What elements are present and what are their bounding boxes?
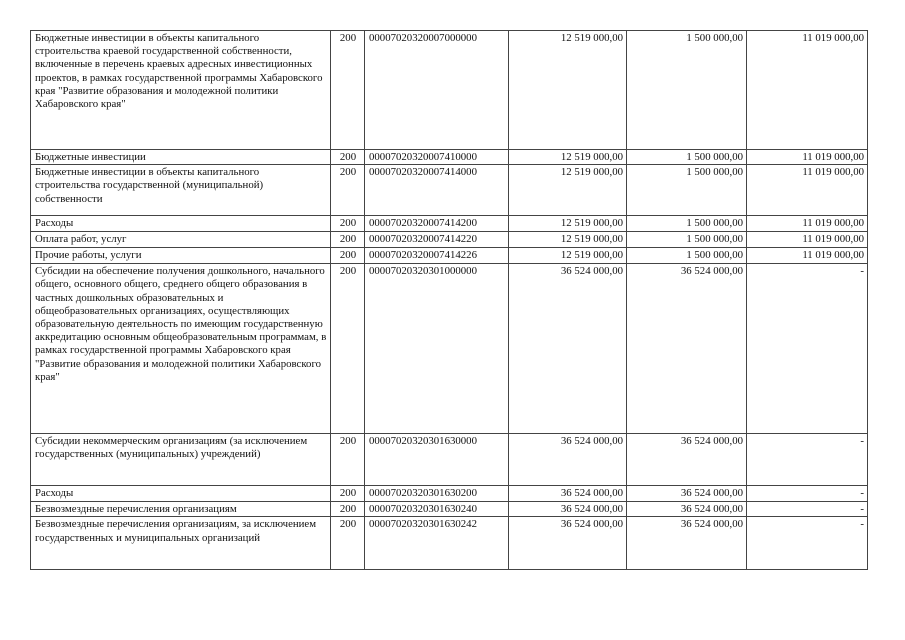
row-code: 200	[331, 31, 365, 150]
table-row	[31, 216, 868, 232]
row-code: 200	[331, 232, 365, 248]
row-classification-code: 00007020320301630240	[365, 502, 509, 517]
row-value-executed: 1 500 000,00	[627, 165, 747, 216]
row-value-unexecuted: 11 019 000,00	[747, 216, 868, 232]
table-row	[31, 165, 868, 216]
row-code: 200	[331, 502, 365, 517]
row-value-unexecuted: -	[747, 517, 868, 570]
table-row	[31, 31, 868, 150]
row-value-approved: 12 519 000,00	[509, 165, 627, 216]
row-value-approved: 36 524 000,00	[509, 517, 627, 570]
row-classification-code: 00007020320007414000	[365, 165, 509, 216]
table-row	[31, 264, 868, 434]
row-value-executed: 1 500 000,00	[627, 232, 747, 248]
row-value-unexecuted: -	[747, 486, 868, 502]
row-value-executed: 36 524 000,00	[627, 486, 747, 502]
row-value-unexecuted: -	[747, 502, 868, 517]
row-value-unexecuted: -	[747, 434, 868, 486]
row-value-unexecuted: 11 019 000,00	[747, 150, 868, 165]
budget-table	[30, 30, 868, 570]
row-code: 200	[331, 150, 365, 165]
row-value-approved: 36 524 000,00	[509, 486, 627, 502]
row-code: 200	[331, 517, 365, 570]
row-classification-code: 00007020320301000000	[365, 264, 509, 434]
row-classification-code: 00007020320007410000	[365, 150, 509, 165]
row-value-approved: 36 524 000,00	[509, 264, 627, 434]
row-code: 200	[331, 264, 365, 434]
row-value-approved: 36 524 000,00	[509, 434, 627, 486]
table-row	[31, 434, 868, 486]
row-value-approved: 12 519 000,00	[509, 216, 627, 232]
row-value-executed: 1 500 000,00	[627, 216, 747, 232]
row-name: Безвозмездные перечисления организациям, за исключением государственных и муниципальных организаций	[31, 517, 331, 570]
row-name: Безвозмездные перечисления организациям	[31, 502, 331, 517]
table-row	[31, 248, 868, 264]
row-code: 200	[331, 165, 365, 216]
row-value-approved: 12 519 000,00	[509, 150, 627, 165]
row-value-approved: 12 519 000,00	[509, 232, 627, 248]
table-row	[31, 517, 868, 570]
table-row	[31, 486, 868, 502]
row-value-executed: 1 500 000,00	[627, 31, 747, 150]
table-row	[31, 502, 868, 517]
row-name: Субсидии на обеспечение получения дошкольного, начального общего, основного общего, среднего общего образования в частных дошкольных образовательных и общеобразовательных организациях, осуществляющих образовательную деятельность по имеющим государственную аккредитацию основным общеобразовательным программам, в рамках государственной программы Хабаровского края "Развитие образования и молодежной политики Хабаровского края"	[31, 264, 331, 434]
row-value-approved: 12 519 000,00	[509, 31, 627, 150]
row-value-unexecuted: 11 019 000,00	[747, 232, 868, 248]
row-name: Субсидии некоммерческим организациям (за исключением государственных (муниципальных) учреждений)	[31, 434, 331, 486]
row-classification-code: 00007020320007000000	[365, 31, 509, 150]
row-value-approved: 36 524 000,00	[509, 502, 627, 517]
row-name: Бюджетные инвестиции в объекты капитального строительства краевой государственной собственности, включенные в перечень краевых адресных инвестиционных проектов, в рамках государственной программы Хабаровского края "Развитие образования и молодежной политики Хабаровского края"	[31, 31, 331, 150]
row-value-executed: 36 524 000,00	[627, 502, 747, 517]
row-classification-code: 00007020320301630000	[365, 434, 509, 486]
row-value-executed: 36 524 000,00	[627, 264, 747, 434]
row-value-unexecuted: 11 019 000,00	[747, 248, 868, 264]
row-code: 200	[331, 486, 365, 502]
row-name: Бюджетные инвестиции	[31, 150, 331, 165]
row-name: Расходы	[31, 216, 331, 232]
table-row	[31, 150, 868, 165]
row-classification-code: 00007020320007414220	[365, 232, 509, 248]
row-code: 200	[331, 434, 365, 486]
row-name: Бюджетные инвестиции в объекты капитального строительства государственной (муниципальной) собственности	[31, 165, 331, 216]
row-classification-code: 00007020320007414226	[365, 248, 509, 264]
row-name: Прочие работы, услуги	[31, 248, 331, 264]
row-value-unexecuted: -	[747, 264, 868, 434]
row-classification-code: 00007020320301630200	[365, 486, 509, 502]
row-value-approved: 12 519 000,00	[509, 248, 627, 264]
row-value-executed: 1 500 000,00	[627, 248, 747, 264]
row-code: 200	[331, 248, 365, 264]
row-value-executed: 36 524 000,00	[627, 434, 747, 486]
row-value-executed: 36 524 000,00	[627, 517, 747, 570]
row-value-executed: 1 500 000,00	[627, 150, 747, 165]
row-value-unexecuted: 11 019 000,00	[747, 31, 868, 150]
row-name: Оплата работ, услуг	[31, 232, 331, 248]
row-name: Расходы	[31, 486, 331, 502]
row-classification-code: 00007020320301630242	[365, 517, 509, 570]
row-classification-code: 00007020320007414200	[365, 216, 509, 232]
row-code: 200	[331, 216, 365, 232]
table-row	[31, 232, 868, 248]
row-value-unexecuted: 11 019 000,00	[747, 165, 868, 216]
